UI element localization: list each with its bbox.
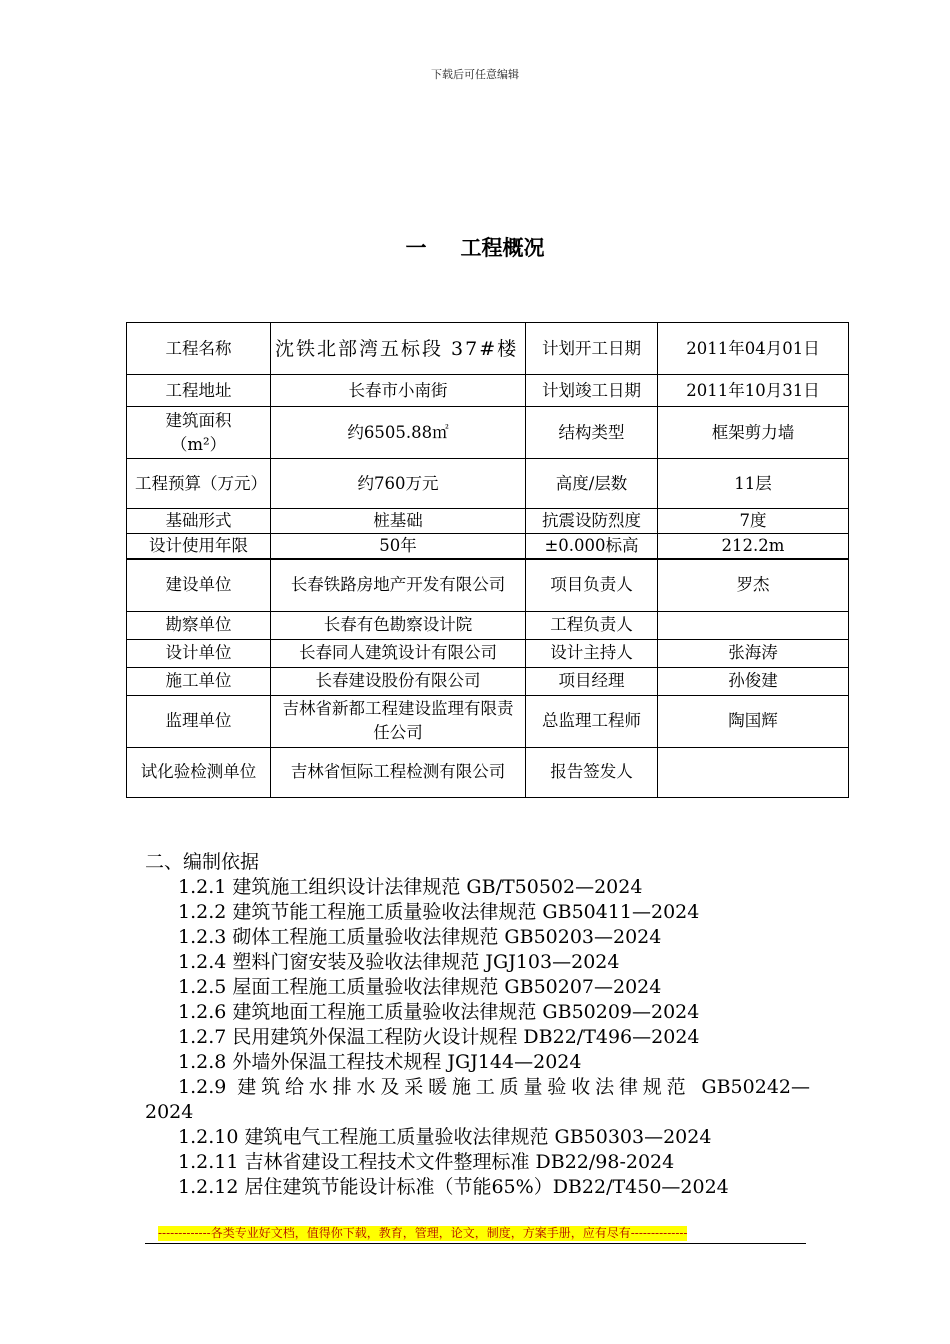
compilation-basis xyxy=(145,850,810,1200)
table-cell: 建筑面积（m²） xyxy=(127,407,271,459)
table-cell: 基础形式 xyxy=(127,509,271,534)
table-cell: 吉林省新都工程建设监理有限责任公司 xyxy=(271,695,526,747)
table-row xyxy=(127,667,849,695)
table-cell: 吉林省恒际工程检测有限公司 xyxy=(271,747,526,797)
table-cell: ±0.000标高 xyxy=(526,534,658,560)
table-cell: 监理单位 xyxy=(127,695,271,747)
table-row xyxy=(127,534,849,560)
basis-item: 1.2.8 外墙外保温工程技术规程 JGJ144—2024 xyxy=(178,1051,582,1073)
table-cell xyxy=(658,747,849,797)
table-cell: 计划竣工日期 xyxy=(526,375,658,407)
table-cell: 孙俊建 xyxy=(658,667,849,695)
table-cell: 项目经理 xyxy=(526,667,658,695)
table-cell: 结构类型 xyxy=(526,407,658,459)
table-row xyxy=(127,611,849,639)
table-cell: 工程地址 xyxy=(127,375,271,407)
section-number: 一 xyxy=(405,236,427,260)
footer-banner: -------------各类专业好文档，值得你下载，教育，管理，论文，制度，方案手册，应有尽有-------------- xyxy=(158,1226,688,1240)
table-row xyxy=(127,747,849,797)
table-cell xyxy=(658,611,849,639)
table-cell: 计划开工日期 xyxy=(526,323,658,375)
basis-item: 1.2.12 居住建筑节能设计标准（节能65%）DB22/T450—2024 xyxy=(178,1176,729,1198)
table-row xyxy=(127,695,849,747)
table-cell: 陶国辉 xyxy=(658,695,849,747)
table-cell: 212.2m xyxy=(658,534,849,560)
basis-item: 1.2.6 建筑地面工程施工质量验收法律规范 GB50209—2024 xyxy=(178,1001,700,1023)
basis-item: 1.2.3 砌体工程施工质量验收法律规范 GB50203—2024 xyxy=(178,926,662,948)
table-cell: 桩基础 xyxy=(271,509,526,534)
table-row xyxy=(127,375,849,407)
basis-item: 1.2.5 屋面工程施工质量验收法律规范 GB50207—2024 xyxy=(178,976,662,998)
table-cell: 沈铁北部湾五标段 37#楼 xyxy=(271,323,526,375)
table-cell: 建设单位 xyxy=(127,559,271,611)
table-cell: 长春建设股份有限公司 xyxy=(271,667,526,695)
table-cell: 7度 xyxy=(658,509,849,534)
table-cell: 2011年04月01日 xyxy=(658,323,849,375)
table-cell: 项目负责人 xyxy=(526,559,658,611)
header-note: 下载后可任意编辑 xyxy=(431,68,519,81)
table-cell: 总监理工程师 xyxy=(526,695,658,747)
table-cell: 设计单位 xyxy=(127,639,271,667)
basis-heading: 二、编制依据 xyxy=(145,851,260,873)
table-cell: 罗杰 xyxy=(658,559,849,611)
table-cell: 长春铁路房地产开发有限公司 xyxy=(271,559,526,611)
basis-item: 1.2.4 塑料门窗安装及验收法律规范 JGJ103—2024 xyxy=(178,951,620,973)
basis-item: 1.2.1 建筑施工组织设计法律规范 GB/T50502—2024 xyxy=(178,876,643,898)
basis-item: 1.2.7 民用建筑外保温工程防火设计规程 DB22/T496—2024 xyxy=(178,1026,700,1048)
table-cell: 设计使用年限 xyxy=(127,534,271,560)
table-cell: 报告签发人 xyxy=(526,747,658,797)
table-cell: 约6505.88㎡ xyxy=(271,407,526,459)
basis-item: 1.2.9 建筑给水排水及采暖施工质量验收法律规范 GB50242— xyxy=(178,1076,810,1098)
footer-rule xyxy=(145,1243,806,1244)
table-cell: 勘察单位 xyxy=(127,611,271,639)
table-cell: 施工单位 xyxy=(127,667,271,695)
table-cell: 框架剪力墙 xyxy=(658,407,849,459)
table-cell: 长春市小南街 xyxy=(271,375,526,407)
table-cell: 张海涛 xyxy=(658,639,849,667)
table-row xyxy=(127,509,849,534)
basis-item-continuation: 2024 xyxy=(145,1101,194,1123)
table-cell: 11层 xyxy=(658,459,849,509)
table-row xyxy=(127,559,849,611)
table-cell: 试化验检测单位 xyxy=(127,747,271,797)
table-cell: 高度/层数 xyxy=(526,459,658,509)
table-cell: 长春同人建筑设计有限公司 xyxy=(271,639,526,667)
table-row xyxy=(127,639,849,667)
section-title-text: 工程概况 xyxy=(460,236,545,260)
basis-item: 1.2.2 建筑节能工程施工质量验收法律规范 GB50411—2024 xyxy=(178,901,700,923)
table-cell: 工程名称 xyxy=(127,323,271,375)
table-cell: 约760万元 xyxy=(271,459,526,509)
project-overview-table xyxy=(126,322,849,798)
basis-item: 1.2.10 建筑电气工程施工质量验收法律规范 GB50303—2024 xyxy=(178,1126,712,1148)
table-cell: 50年 xyxy=(271,534,526,560)
basis-item: 1.2.11 吉林省建设工程技术文件整理标准 DB22/98-2024 xyxy=(178,1151,675,1173)
table-cell: 工程负责人 xyxy=(526,611,658,639)
table-cell: 长春有色勘察设计院 xyxy=(271,611,526,639)
section-title xyxy=(0,232,950,262)
table-row xyxy=(127,323,849,375)
table-row xyxy=(127,407,849,459)
table-cell: 2011年10月31日 xyxy=(658,375,849,407)
table-cell: 设计主持人 xyxy=(526,639,658,667)
table-cell: 抗震设防烈度 xyxy=(526,509,658,534)
table-cell: 工程预算（万元） xyxy=(127,459,271,509)
table-row xyxy=(127,459,849,509)
